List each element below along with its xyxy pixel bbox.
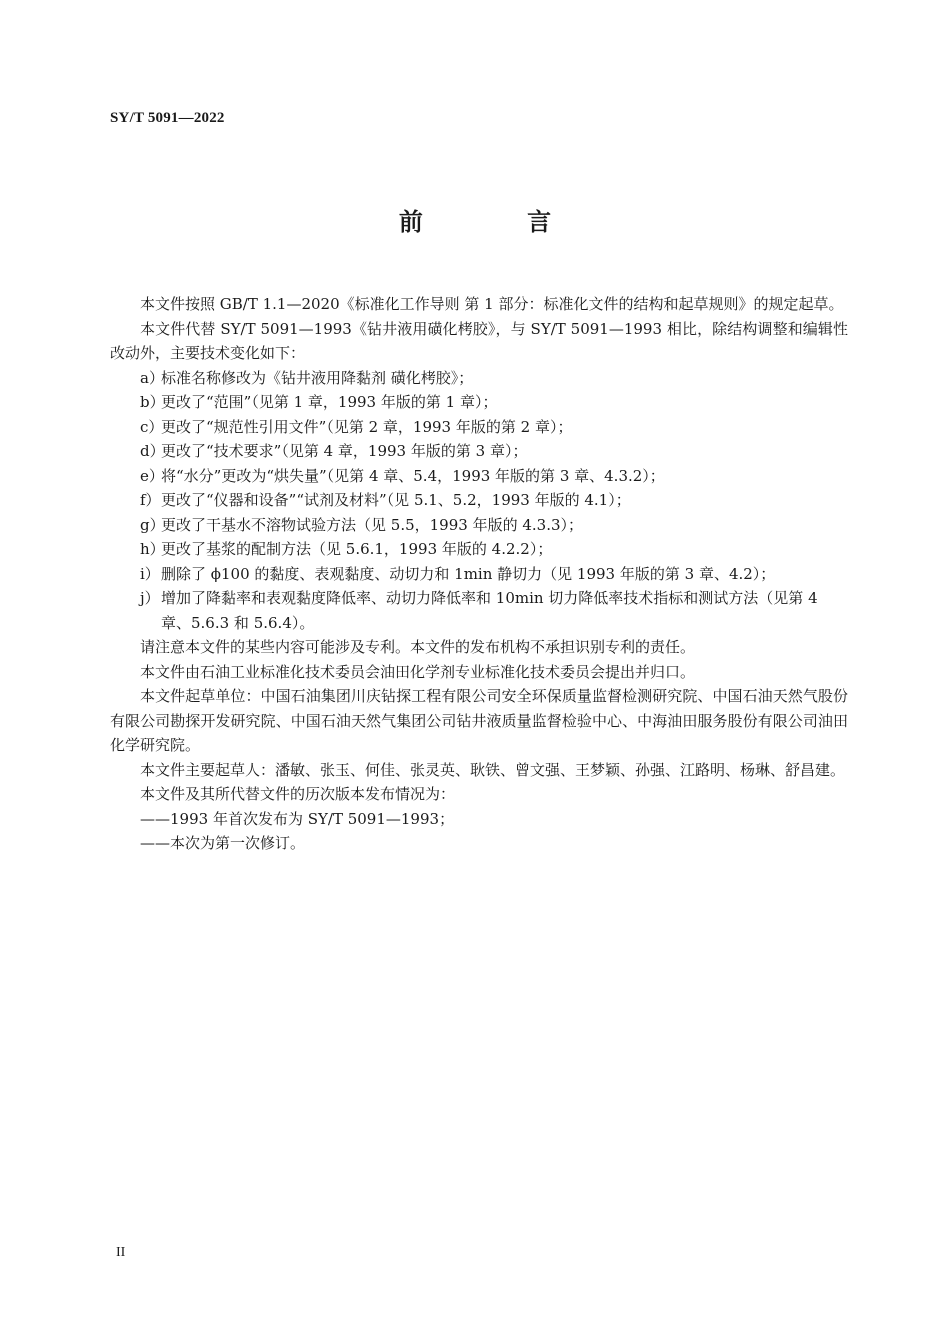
list-item-label: c） <box>140 417 164 436</box>
list-item-text: 更改了干基水不溶物试验方法（见 5.5，1993 年版的 4.3.3）； <box>161 515 584 534</box>
paragraph-patent-notice: 请注意本文件的某些内容可能涉及专利。本文件的发布机构不承担识别专利的责任。 <box>140 638 696 656</box>
standard-code: SY/T 5091—2022 <box>110 110 225 126</box>
page-title: 前 言 <box>398 208 600 236</box>
list-item-label: b） <box>140 393 165 411</box>
paragraph-drafters: 本文件主要起草人：潘敏、张玉、何佳、张灵英、耿铁、曾文强、王梦颖、孙强、江路明、杨琳、舒昌建。 <box>140 760 846 779</box>
list-item-label: i） <box>140 564 160 583</box>
history-item: ——本次为第一次修订。 <box>140 834 306 852</box>
history-list <box>110 807 848 856</box>
list-item <box>110 488 848 513</box>
list-item-label: j） <box>140 589 160 607</box>
list-item <box>110 562 848 587</box>
list-item <box>110 464 848 489</box>
list-item <box>110 537 848 562</box>
list-item <box>110 415 848 440</box>
list-item-text: 更改了“技术要求”（见第 4 章，1993 年版的第 3 章）； <box>161 442 528 460</box>
list-item-text: 更改了“仪器和设备”“试剂及材料”（见 5.1、5.2，1993 年版的 4.1）； <box>161 491 631 509</box>
list-item-text: 将“水分”更改为“烘失量”（见第 4 章、5.4，1993 年版的第 3 章、4.3.2）； <box>161 466 665 485</box>
list-item-text: 更改了“范围”（见第 1 章，1993 年版的第 1 章）； <box>161 393 498 411</box>
paragraph-drafting-rules: 本文件按照 GB/T 1.1—2020《标准化工作导则 第 1 部分：标准化文件的结构和起草规则》的规定起草。 <box>140 295 844 313</box>
paragraph-history-intro: 本文件及其所代替文件的历次版本发布情况为： <box>140 785 456 803</box>
list-item <box>110 439 848 464</box>
paragraph-drafting-units: 本文件起草单位：中国石油集团川庆钻探工程有限公司安全环保质量监督检测研究院、中国石油天然气股份有限公司勘探开发研究院、中国石油天然气集团公司钻井液质量监督检验中心、中海油田服务股份有限公司油田化学研究院。 <box>110 687 848 754</box>
list-item <box>110 586 848 635</box>
page-number: II <box>116 1245 126 1260</box>
list-item <box>110 513 848 538</box>
list-item-label: e） <box>140 466 164 485</box>
list-item-text: 更改了基浆的配制方法（见 5.6.1，1993 年版的 4.2.2）； <box>161 540 553 558</box>
list-item-text: 更改了“规范性引用文件”（见第 2 章，1993 年版的第 2 章）； <box>161 417 573 436</box>
foreword-body <box>110 292 848 856</box>
list-item-label: g） <box>140 515 165 534</box>
list-item-label: f） <box>140 491 161 509</box>
list-item-label: a） <box>140 368 164 387</box>
list-item-label: h） <box>140 540 165 558</box>
list-item-text: 删除了 ϕ100 的黏度、表观黏度、动切力和 1min 静切力（见 1993 年版的第 3 章、4.2）； <box>161 564 776 583</box>
paragraph-proposer: 本文件由石油工业标准化技术委员会油田化学剂专业标准化技术委员会提出并归口。 <box>140 662 696 681</box>
list-item <box>110 366 848 391</box>
paragraph-replacement: 本文件代替 SY/T 5091—1993《钻井液用磺化栲胶》，与 SY/T 5091—1993 相比，除结构调整和编辑性改动外，主要技术变化如下： <box>110 319 848 362</box>
list-item-text: 标准名称修改为《钻井液用降黏剂 磺化栲胶》； <box>161 368 474 387</box>
list-item-text: 增加了降黏率和表观黏度降低率、动切力降低率和 10min 切力降低率技术指标和测试方法（见第 4 章、5.6.3 和 5.6.4）。 <box>161 589 818 632</box>
history-item: ——1993 年首次发布为 SY/T 5091—1993； <box>140 809 455 828</box>
changes-list <box>110 366 848 636</box>
list-item <box>110 390 848 415</box>
list-item-label: d） <box>140 442 165 460</box>
